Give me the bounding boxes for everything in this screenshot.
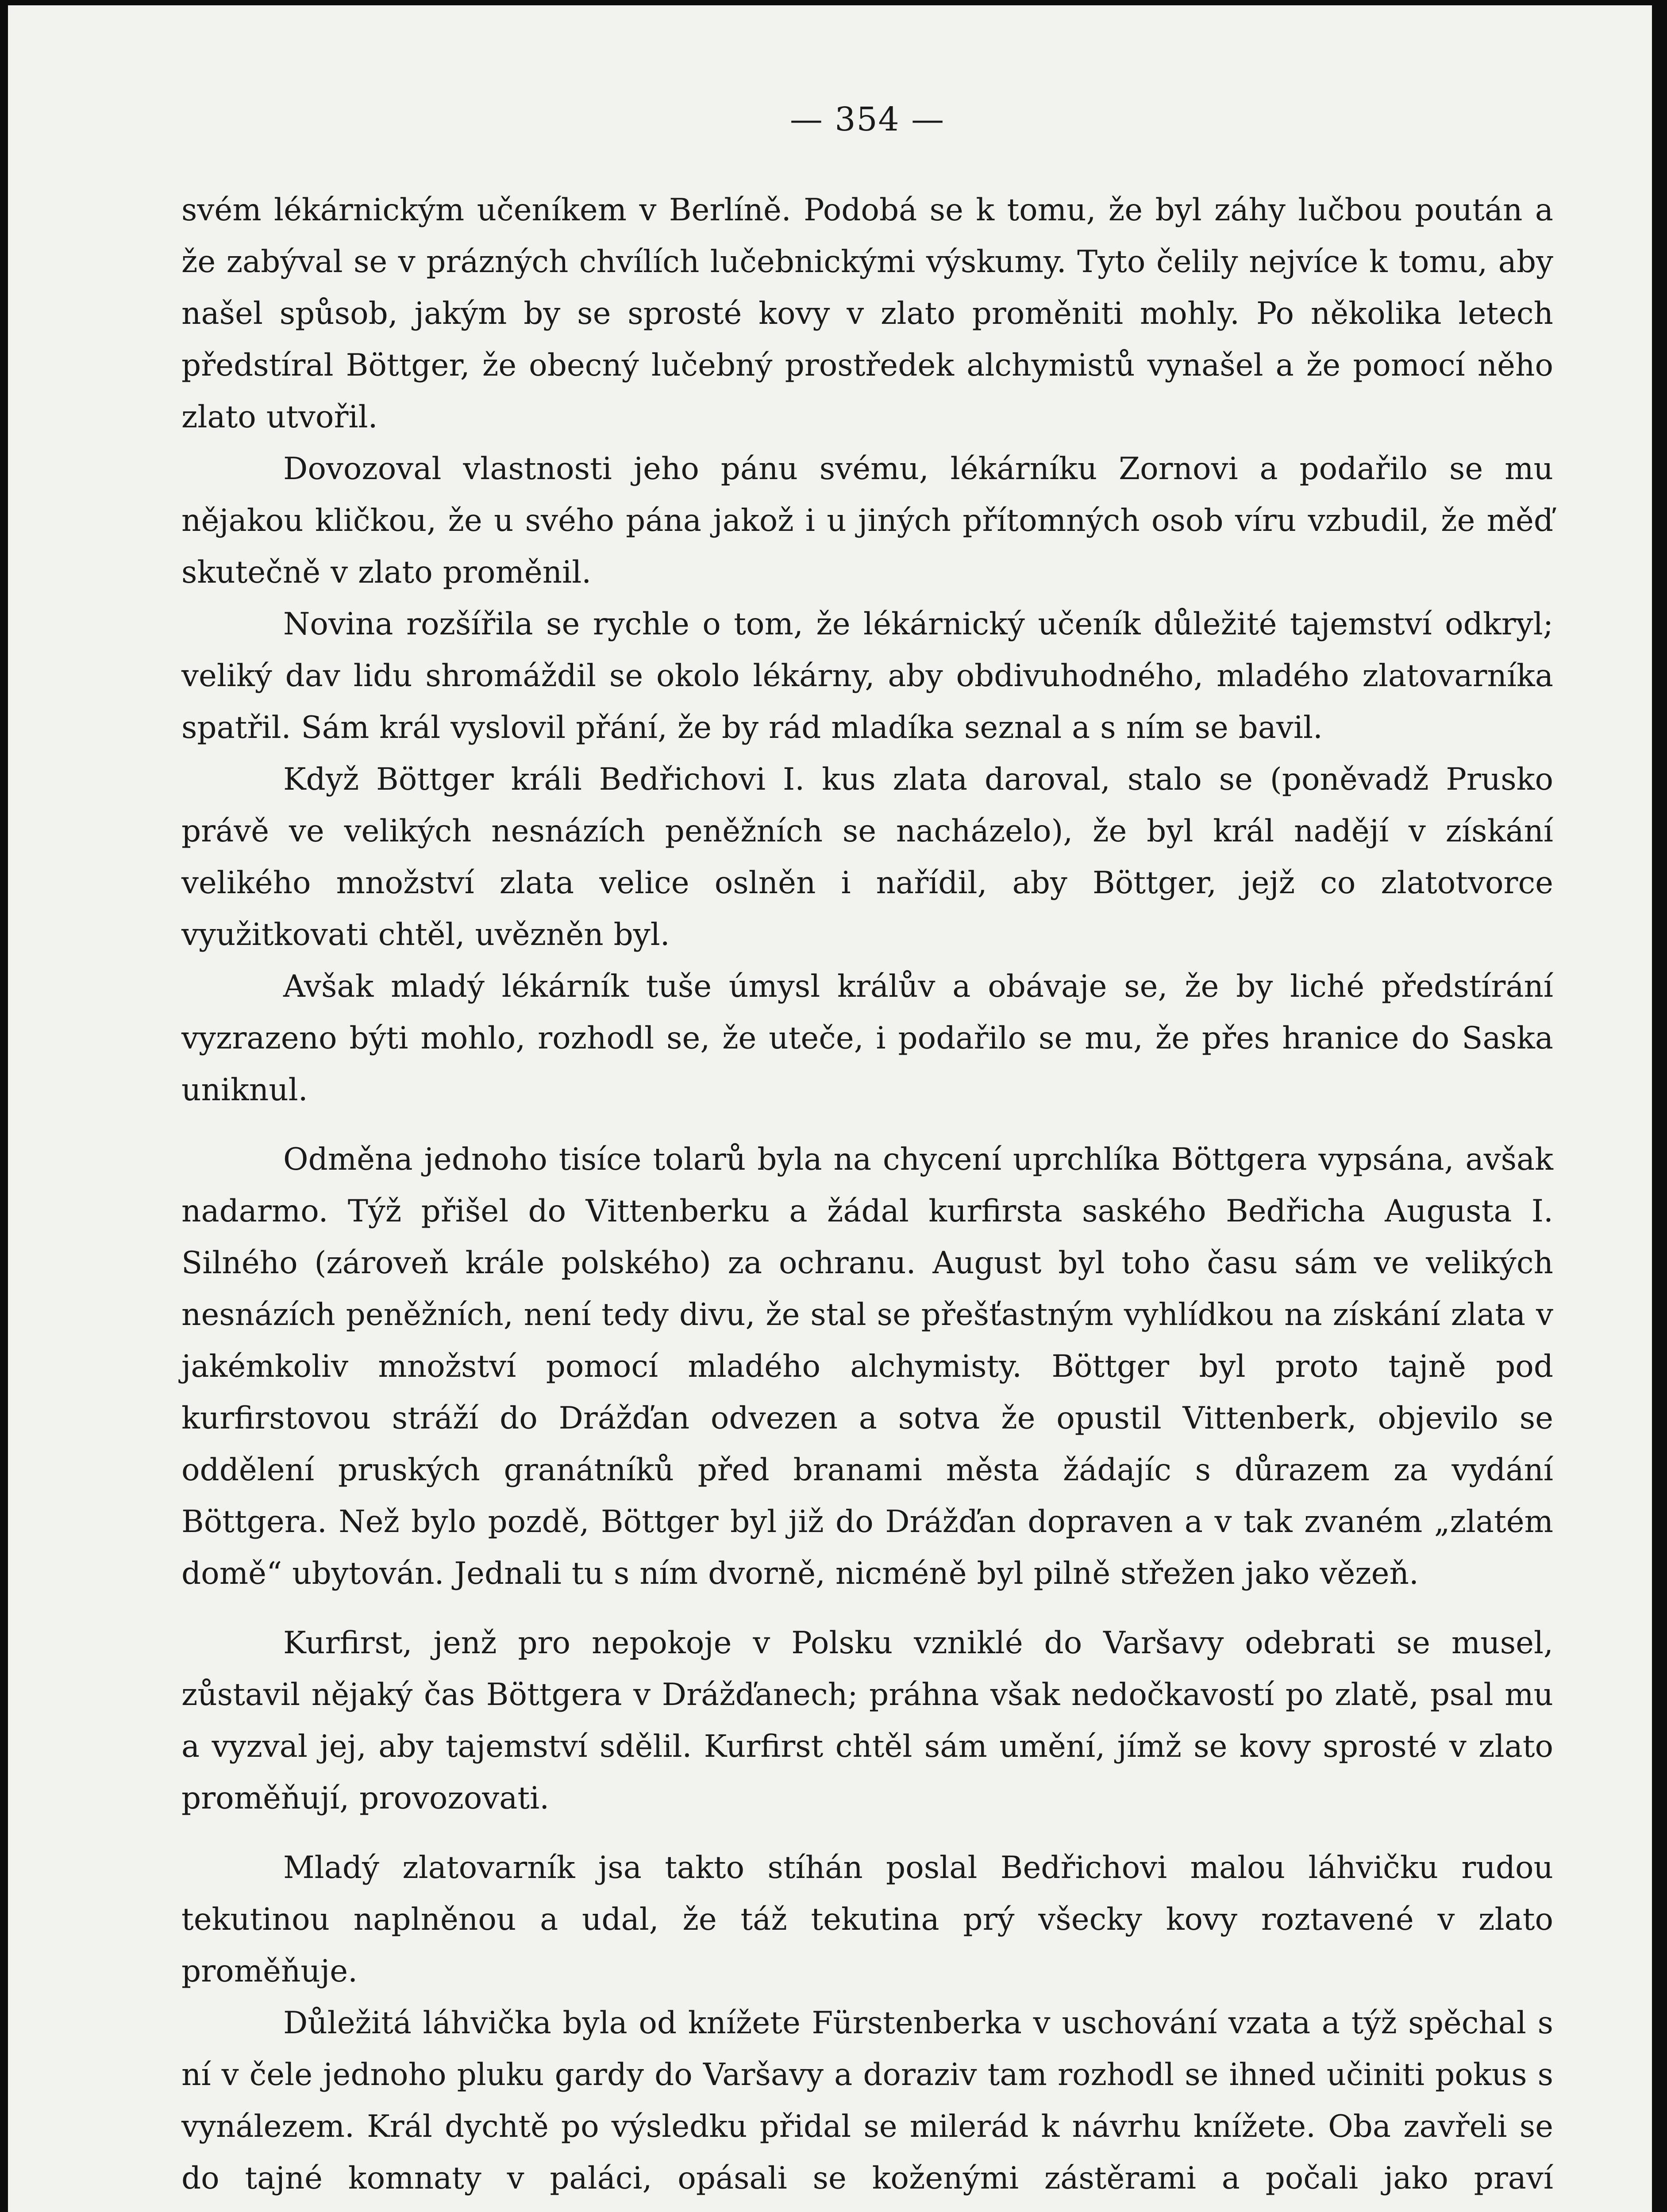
paragraph: Dovozoval vlastnosti jeho pánu svému, lékárníku Zornovi a podařilo se mu nějakou kličkou, že u svého pána jakož i u jiných přítomných osob víru vzbudil, že měď skutečně v zlato proměnil. [181, 451, 1553, 590]
paragraph: Důležitá láhvička byla od knížete Fürstenberka v uschování vzata a týž spěchal s ní v čele jednoho pluku gardy do Varšavy a doraziv tam rozhodl se ihned učiniti pokus s vynálezem. Král dychtě po výsledku přidal se milerád k návrhu knížete. Oba zavřeli se do tajné komnaty v paláci, opásali se koženými zástěrami a počali jako praví [181, 2005, 1553, 2196]
page-frame [8, 5, 1652, 2212]
paragraph: Odměna jednoho tisíce tolarů byla na chycení uprchlíka Böttgera vypsána, avšak nadarmo. Týž přišel do Vittenberku a žádal kurfirsta saského Bedřicha Augusta I. Silného (zároveň krále polského) za ochranu. August byl toho času sám ve velikých nesnázích peněžních, není tedy divu, že stal se přešťastným vyhlídkou na získání zlata v jakémkoliv množství pomocí mladého alchymisty. Böttger byl proto tajně pod kurfirstovou stráží do Drážďan odvezen a sotva že opustil Vittenberk, objevilo se oddělení pruských granátníků před branami města žádajíc s důrazem za vydání Böttgera. Než bylo pozdě, Böttger byl již do Drážďan dopraven a v tak zvaném „zlatém domě“ ubytován. Jednali tu s ním dvorně, nicméně byl pilně střežen jako vězeň. [181, 1142, 1553, 1591]
paragraph: Když Böttger králi Bedřichovi I. kus zlata daroval, stalo se (poněvadž Prusko právě ve velikých nesnázích peněžních se nacházelo), že byl král nadějí v získání velikého množství zlata velice oslněn i nařídil, aby Böttger, jejž co zlatotvorce využitkovati chtěl, uvězněn byl. [181, 762, 1553, 952]
paragraph: Kurfirst, jenž pro nepokoje v Polsku vzniklé do Varšavy odebrati se musel, zůstavil nějaký čas Böttgera v Drážďanech; práhna však nedočkavostí po zlatě, psal mu a vyzval jej, aby tajemství sdělil. Kurfirst chtěl sám umění, jímž se kovy sprosté v zlato proměňují, provozovati. [181, 1625, 1553, 1816]
paragraph: Avšak mladý lékárník tuše úmysl králův a obávaje se, že by liché předstírání vyzrazeno býti mohlo, rozhodl se, že uteče, i podařilo se mu, že přes hranice do Saska uniknul. [181, 969, 1553, 1108]
body-text [181, 184, 1553, 2212]
paragraph: Mladý zlatovarník jsa takto stíhán poslal Bedřichovi malou láhvičku rudou tekutinou naplněnou a udal, že táž tekutina prý všecky kovy roztavené v zlato proměňuje. [181, 1850, 1553, 1989]
paragraph: Novina rozšířila se rychle o tom, že lékárnický učeník důležité tajemství odkryl; veliký dav lidu shromáždil se okolo lékárny, aby obdivuhodného, mladého zlatovarníka spatřil. Sám král vyslovil přání, že by rád mladíka seznal a s ním se bavil. [181, 607, 1553, 745]
paragraph-continuation: svém lékárnickým učeníkem v Berlíně. Podobá se k tomu, že byl záhy lučbou poután a že zabýval se v prázných chvílích lučebnickými výskumy. Tyto čelily nejvíce k tomu, aby našel spůsob, jakým by se sprosté kovy v zlato proměniti mohly. Po několika letech předstíral Böttger, že obecný lučebný prostředek alchymistů vynašel a že pomocí něho zlato utvořil. [181, 192, 1553, 435]
page-number: — 354 — [789, 100, 945, 138]
